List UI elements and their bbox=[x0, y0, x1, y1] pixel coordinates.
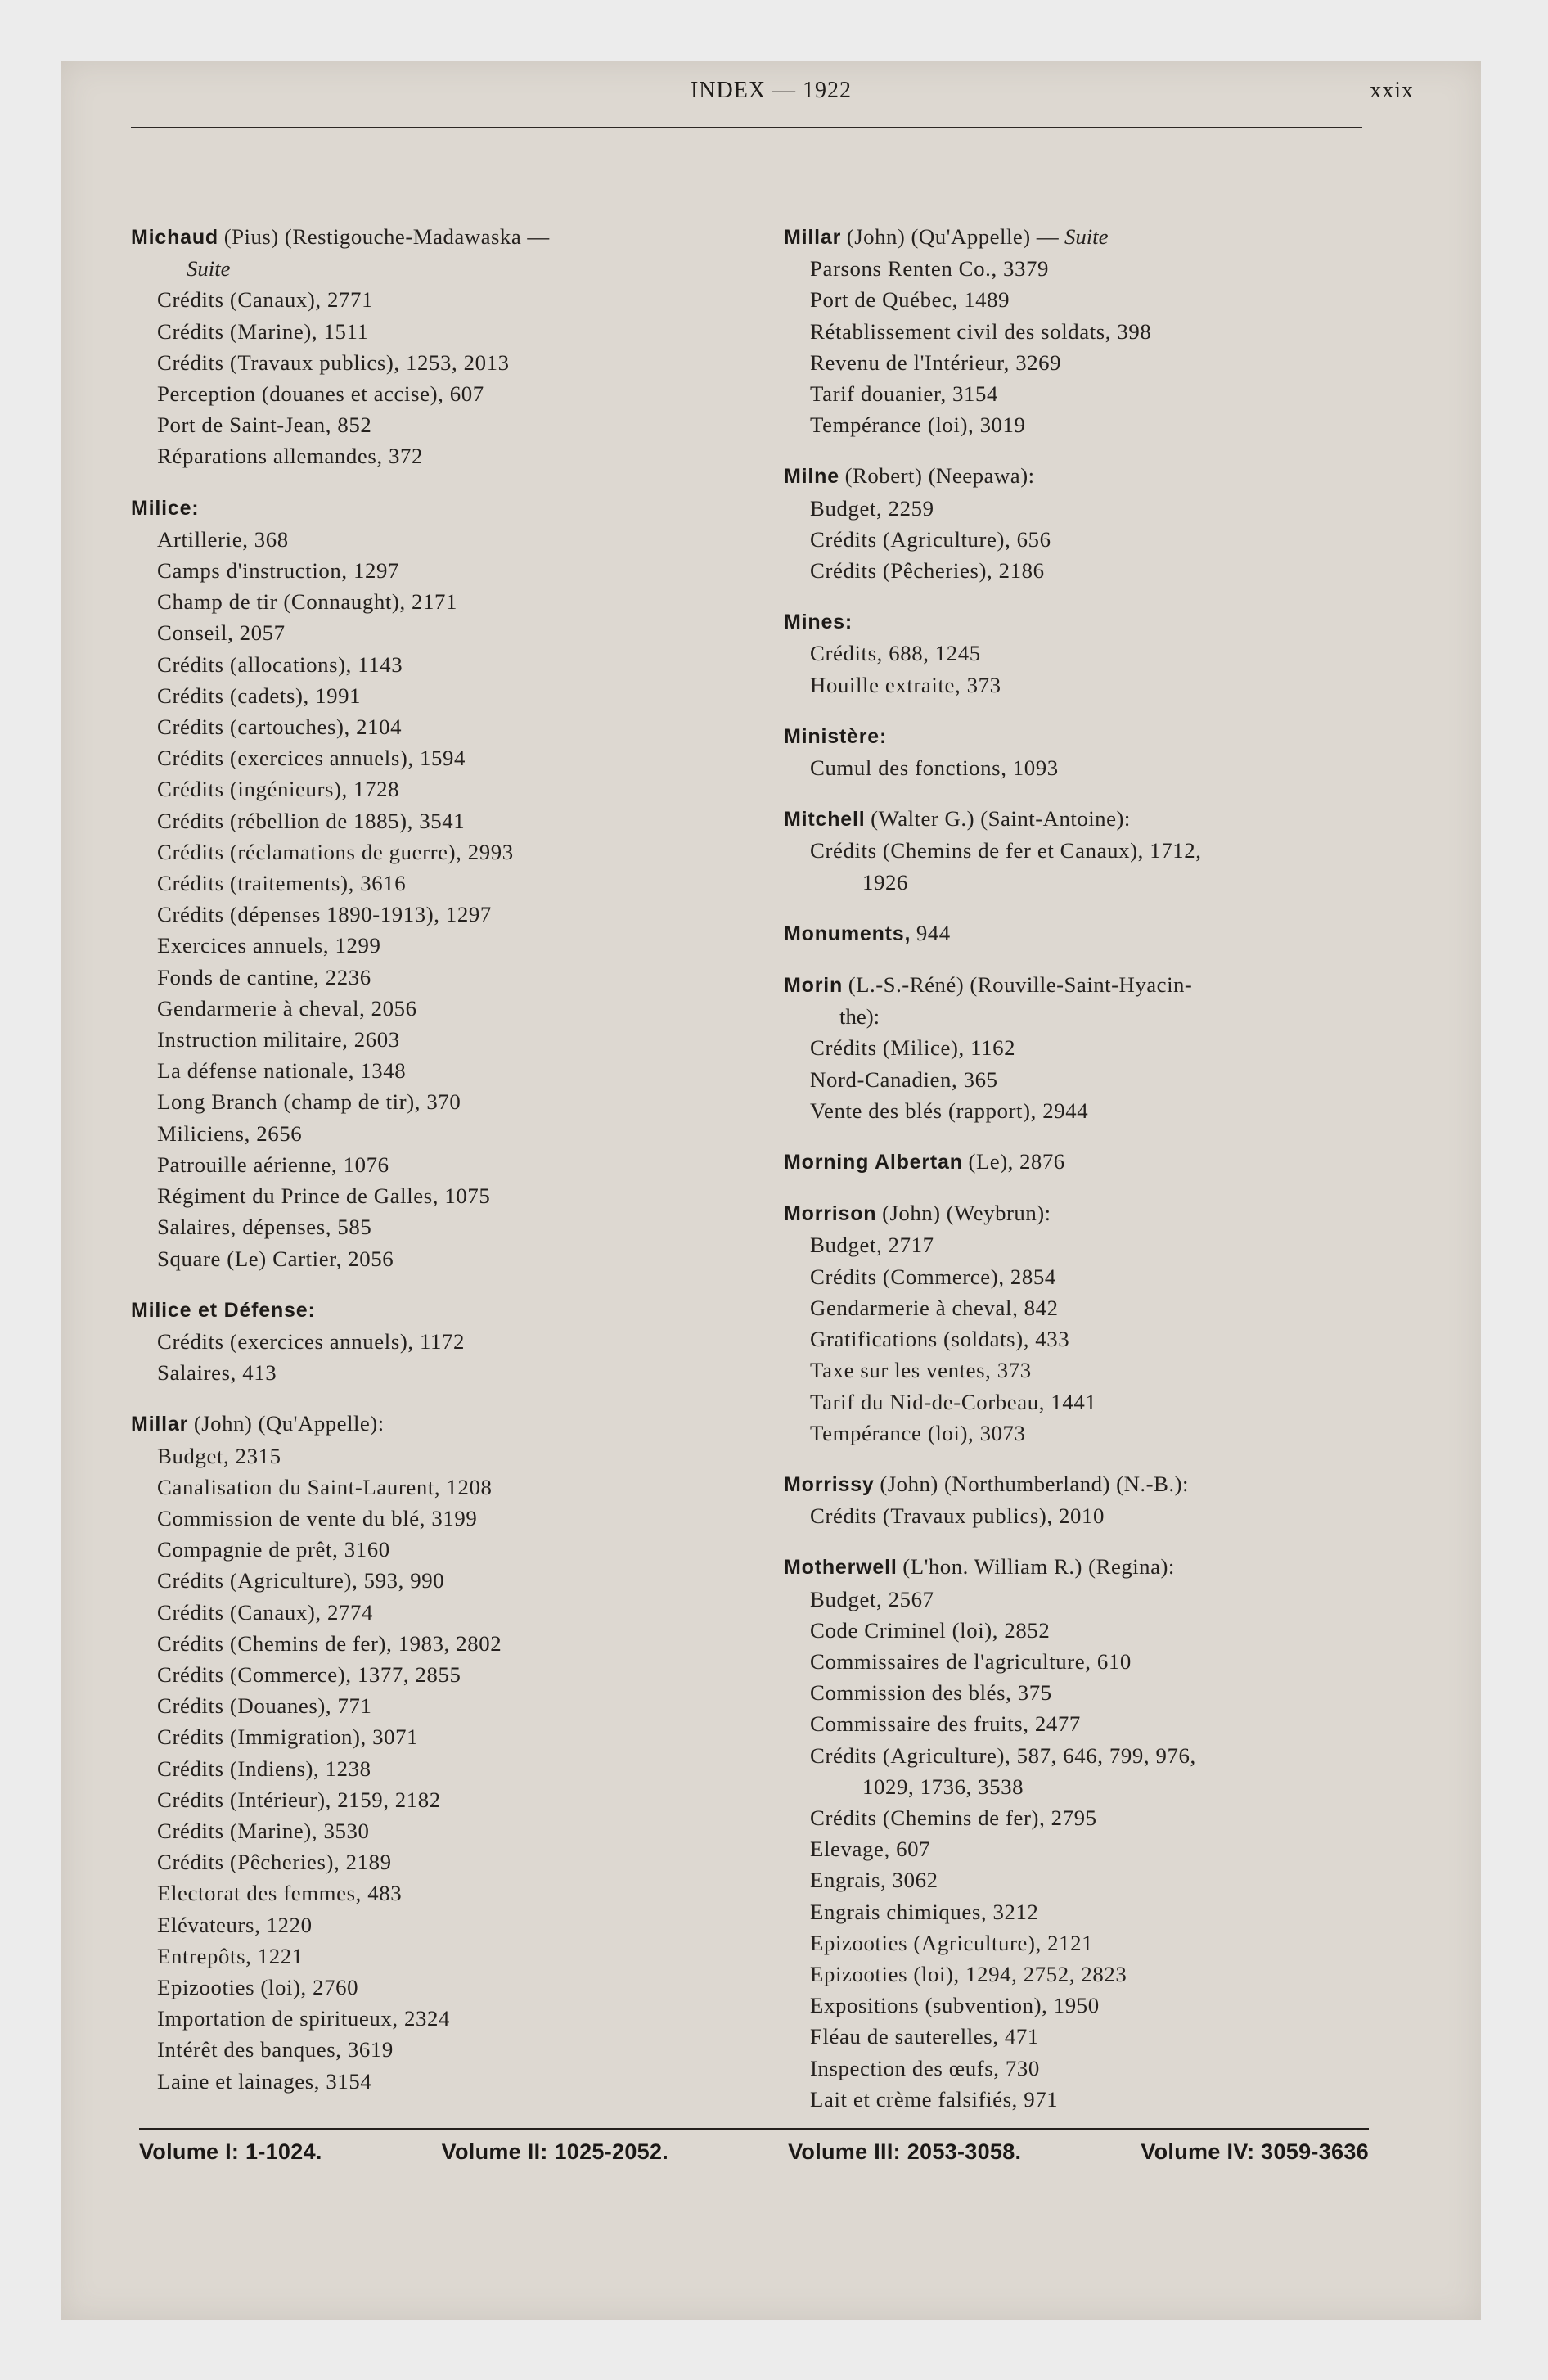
sub-entry: Fléau de sauterelles, 471 bbox=[810, 2024, 1039, 2049]
sub-entry: Salaires, 413 bbox=[157, 1360, 277, 1386]
entry-qualifier: (Le), 2876 bbox=[968, 1149, 1065, 1174]
suite-label: Suite bbox=[1064, 224, 1109, 249]
entry-heading bbox=[784, 1551, 1406, 1583]
sub-entry: Crédits (Agriculture), 587, 646, 799, 976, bbox=[810, 1742, 1196, 1768]
index-entry bbox=[784, 221, 1406, 440]
volume-1-range: Volume I: 1-1024. bbox=[139, 2139, 322, 2164]
index-entry bbox=[784, 917, 1406, 949]
sub-entry: Expositions (subvention), 1950 bbox=[810, 1993, 1100, 2018]
entry-name: Milice: bbox=[131, 496, 200, 520]
sub-entry: Crédits (Chemins de fer), 2795 bbox=[810, 1805, 1097, 1830]
sub-entry: Crédits (Agriculture), 656 bbox=[810, 526, 1051, 552]
index-column-right bbox=[784, 221, 1406, 2115]
volume-2-range: Volume II: 1025-2052. bbox=[441, 2139, 669, 2164]
sub-entry: Engrais, 3062 bbox=[810, 1868, 938, 1893]
sub-entry: Long Branch (champ de tir), 370 bbox=[157, 1089, 461, 1115]
sub-entry: Compagnie de prêt, 3160 bbox=[157, 1537, 390, 1562]
footer-rule bbox=[139, 2128, 1369, 2130]
entry-qualifier: (John) (Qu'Appelle) — bbox=[846, 224, 1060, 249]
sub-entry: Code Criminel (loi), 2852 bbox=[810, 1617, 1051, 1643]
sub-entry: Crédits (Chemins de fer), 1983, 2802 bbox=[157, 1630, 502, 1656]
entry-heading bbox=[784, 803, 1406, 835]
entry-heading bbox=[131, 1408, 769, 1440]
sub-entry: Artillerie, 368 bbox=[157, 526, 289, 552]
index-entry bbox=[131, 1294, 769, 1389]
sub-entry: Instruction militaire, 2603 bbox=[157, 1027, 400, 1053]
sub-entry: Lait et crème falsifiés, 971 bbox=[810, 2086, 1059, 2112]
sub-entry: Gendarmerie à cheval, 2056 bbox=[157, 995, 417, 1021]
entry-heading bbox=[784, 720, 1406, 752]
index-entry bbox=[784, 720, 1406, 783]
index-entry bbox=[784, 969, 1406, 1126]
sub-entry: Electorat des femmes, 483 bbox=[157, 1881, 403, 1906]
sub-entry: Epizooties (loi), 1294, 2752, 2823 bbox=[810, 1961, 1127, 1986]
sub-entry: Crédits (Marine), 1511 bbox=[157, 318, 369, 344]
entry-heading bbox=[784, 460, 1406, 492]
sub-entry: Epizooties (Agriculture), 2121 bbox=[810, 1930, 1094, 1955]
sub-entry: Importation de spiritueux, 2324 bbox=[157, 2006, 450, 2031]
entry-qualifier: (L'hon. William R.) (Regina): bbox=[902, 1554, 1175, 1580]
entry-name: Monuments, bbox=[784, 922, 911, 945]
sub-entry: Miliciens, 2656 bbox=[157, 1120, 303, 1146]
sub-entry: Gendarmerie à cheval, 842 bbox=[810, 1295, 1059, 1320]
volume-3-range: Volume III: 2053-3058. bbox=[788, 2139, 1022, 2164]
sub-entry: Crédits (Marine), 3530 bbox=[157, 1818, 370, 1843]
sub-entry: Laine et lainages, 3154 bbox=[157, 2068, 372, 2094]
page-number: xxix bbox=[1370, 78, 1414, 103]
sub-entry: Revenu de l'Intérieur, 3269 bbox=[810, 349, 1062, 375]
index-entry bbox=[784, 1197, 1406, 1449]
sub-entry: Crédits (traitements), 3616 bbox=[157, 871, 407, 896]
sub-entry: Crédits (Canaux), 2771 bbox=[157, 287, 374, 313]
entry-qualifier: (John) (Qu'Appelle): bbox=[193, 1411, 385, 1436]
sub-entry: Crédits (Commerce), 2854 bbox=[810, 1264, 1056, 1289]
entry-heading bbox=[131, 1294, 769, 1326]
sub-entry: Crédits (Canaux), 2774 bbox=[157, 1599, 374, 1625]
sub-entry: Epizooties (loi), 2760 bbox=[157, 1974, 359, 1999]
index-entry bbox=[131, 1408, 769, 2096]
sub-entry: Patrouille aérienne, 1076 bbox=[157, 1152, 389, 1177]
sub-entry: Budget, 2567 bbox=[810, 1586, 934, 1611]
entry-qualifier: (Robert) (Neepawa): bbox=[844, 463, 1035, 489]
sub-entry: Crédits (cadets), 1991 bbox=[157, 683, 362, 708]
entry-heading bbox=[131, 492, 769, 524]
sub-entry: Taxe sur les ventes, 373 bbox=[810, 1358, 1032, 1383]
index-entry bbox=[784, 1146, 1406, 1178]
sub-entry: Parsons Renten Co., 3379 bbox=[810, 256, 1050, 282]
entry-heading bbox=[784, 1197, 1406, 1229]
sub-entry: Crédits (exercices annuels), 1594 bbox=[157, 746, 466, 771]
sub-entry: Commission de vente du blé, 3199 bbox=[157, 1505, 478, 1530]
sub-entry-continuation: 1029, 1736, 3538 bbox=[862, 1774, 1024, 1799]
sub-entry: Budget, 2315 bbox=[157, 1443, 281, 1468]
entry-name: Milne bbox=[784, 465, 839, 489]
entry-name: Millar bbox=[131, 1413, 189, 1436]
sub-entry: Crédits (Douanes), 771 bbox=[157, 1693, 372, 1719]
entry-heading bbox=[784, 1146, 1406, 1178]
sub-entry: Crédits (Agriculture), 593, 990 bbox=[157, 1568, 445, 1593]
sub-entry: Crédits (Pêcheries), 2186 bbox=[810, 558, 1045, 584]
sub-entry: Budget, 2717 bbox=[810, 1233, 934, 1258]
sub-entry: Intérêt des banques, 3619 bbox=[157, 2037, 394, 2062]
sub-entry: Tempérance (loi), 3019 bbox=[810, 412, 1026, 438]
entry-name: Morrissy bbox=[784, 1472, 875, 1496]
sub-entry: Perception (douanes et accise), 607 bbox=[157, 381, 484, 407]
sub-entry: Houille extraite, 373 bbox=[810, 672, 1001, 697]
entry-heading bbox=[784, 606, 1406, 638]
sub-entry: Elévateurs, 1220 bbox=[157, 1912, 313, 1937]
sub-entry: Rétablissement civil des soldats, 398 bbox=[810, 318, 1152, 344]
suite-label: Suite bbox=[187, 256, 231, 282]
sub-entry: Crédits (Intérieur), 2159, 2182 bbox=[157, 1787, 441, 1812]
sub-entry: Crédits (Travaux publics), 2010 bbox=[810, 1503, 1105, 1529]
sub-entry: Crédits (allocations), 1143 bbox=[157, 651, 403, 677]
sub-entry: Port de Québec, 1489 bbox=[810, 287, 1010, 313]
entry-qualifier: (John) (Weybrun): bbox=[882, 1201, 1051, 1226]
sub-entry: Crédits (exercices annuels), 1172 bbox=[157, 1328, 465, 1354]
index-entry bbox=[784, 1468, 1406, 1531]
volume-footer bbox=[139, 2139, 1369, 2165]
sub-entry: Entrepôts, 1221 bbox=[157, 1943, 304, 1968]
sub-entry: Régiment du Prince de Galles, 1075 bbox=[157, 1183, 491, 1209]
heading-continuation: the): bbox=[839, 1004, 880, 1030]
sub-entry: Elevage, 607 bbox=[810, 1837, 931, 1862]
sub-entry: Exercices annuels, 1299 bbox=[157, 933, 381, 958]
sub-entry: Camps d'instruction, 1297 bbox=[157, 558, 399, 584]
sub-entry: Crédits (Milice), 1162 bbox=[810, 1035, 1016, 1061]
sub-entry: Réparations allemandes, 372 bbox=[157, 444, 424, 469]
entry-qualifier: 944 bbox=[916, 920, 951, 945]
sub-entry: Champ de tir (Connaught), 2171 bbox=[157, 589, 458, 615]
entry-name: Mines: bbox=[784, 611, 853, 634]
sub-entry-continuation: 1926 bbox=[862, 869, 908, 895]
sub-entry: Gratifications (soldats), 433 bbox=[810, 1327, 1070, 1352]
entry-name: Morrison bbox=[784, 1202, 877, 1226]
index-entry bbox=[784, 803, 1406, 898]
sub-entry: Crédits (Commerce), 1377, 2855 bbox=[157, 1661, 461, 1687]
sub-entry: Crédits (ingénieurs), 1728 bbox=[157, 777, 400, 802]
sub-entry: Salaires, dépenses, 585 bbox=[157, 1215, 372, 1240]
sub-entry: Crédits (Immigration), 3071 bbox=[157, 1724, 419, 1750]
sub-entry: Commissaires de l'agriculture, 610 bbox=[810, 1648, 1132, 1674]
index-column-left bbox=[131, 221, 769, 2097]
entry-qualifier: (L.-S.-Réné) (Rouville-Saint-Hyacin- bbox=[848, 972, 1193, 998]
sub-entry: Crédits (Chemins de fer et Canaux), 1712, bbox=[810, 838, 1202, 863]
sub-entry: Crédits (dépenses 1890-1913), 1297 bbox=[157, 902, 492, 927]
index-entry bbox=[784, 1551, 1406, 2115]
sub-entry: Cumul des fonctions, 1093 bbox=[810, 755, 1059, 781]
sub-entry: Conseil, 2057 bbox=[157, 620, 286, 646]
index-entry bbox=[131, 492, 769, 1274]
sub-entry: Nord-Canadien, 365 bbox=[810, 1066, 998, 1092]
sub-entry: Budget, 2259 bbox=[810, 495, 934, 521]
running-header bbox=[61, 78, 1481, 110]
index-entry bbox=[784, 606, 1406, 701]
sub-entry: Vente des blés (rapport), 2944 bbox=[810, 1098, 1089, 1123]
sub-entry: Canalisation du Saint-Laurent, 1208 bbox=[157, 1474, 493, 1499]
sub-entry: Tempérance (loi), 3073 bbox=[810, 1420, 1026, 1445]
sub-entry: Inspection des œufs, 730 bbox=[810, 2055, 1040, 2080]
header-rule bbox=[131, 127, 1362, 128]
entry-name: Mitchell bbox=[784, 808, 866, 832]
entry-name: Morning Albertan bbox=[784, 1151, 963, 1174]
sub-entry: La défense nationale, 1348 bbox=[157, 1058, 407, 1084]
entry-heading bbox=[784, 221, 1406, 253]
sub-entry: Commission des blés, 375 bbox=[810, 1680, 1052, 1706]
entry-name: Ministère: bbox=[784, 724, 888, 748]
sub-entry: Engrais chimiques, 3212 bbox=[810, 1899, 1039, 1924]
entry-name: Motherwell bbox=[784, 1556, 898, 1580]
entry-name: Michaud bbox=[131, 226, 218, 249]
entry-qualifier: (John) (Northumberland) (N.-B.): bbox=[880, 1471, 1189, 1496]
entry-name: Morin bbox=[784, 974, 844, 998]
sub-entry: Tarif douanier, 3154 bbox=[810, 381, 999, 407]
entry-heading bbox=[131, 221, 769, 253]
index-entry bbox=[131, 221, 769, 472]
page-title: INDEX — 1922 bbox=[690, 78, 853, 103]
sub-entry: Crédits (rébellion de 1885), 3541 bbox=[157, 808, 466, 833]
entry-qualifier: (Pius) (Restigouche-Madawaska — bbox=[223, 224, 550, 249]
volume-4-range: Volume IV: 3059-3636 bbox=[1141, 2139, 1369, 2164]
sub-entry: Crédits (cartouches), 2104 bbox=[157, 714, 403, 740]
entry-name: Milice et Défense: bbox=[131, 1298, 316, 1322]
sub-entry: Fonds de cantine, 2236 bbox=[157, 964, 371, 989]
entry-heading bbox=[784, 969, 1406, 1001]
index-entry bbox=[784, 460, 1406, 586]
entry-heading bbox=[784, 1468, 1406, 1500]
sub-entry: Commissaire des fruits, 2477 bbox=[810, 1711, 1081, 1737]
entry-qualifier: (Walter G.) (Saint-Antoine): bbox=[871, 806, 1131, 832]
sub-entry: Port de Saint-Jean, 852 bbox=[157, 412, 372, 438]
entry-name: Millar bbox=[784, 226, 842, 249]
sub-entry: Tarif du Nid-de-Corbeau, 1441 bbox=[810, 1389, 1097, 1414]
entry-heading bbox=[784, 917, 1406, 949]
sub-entry: Crédits (Indiens), 1238 bbox=[157, 1756, 371, 1781]
sub-entry: Crédits, 688, 1245 bbox=[810, 641, 981, 666]
sub-entry: Square (Le) Cartier, 2056 bbox=[157, 1246, 394, 1271]
sub-entry: Crédits (réclamations de guerre), 2993 bbox=[157, 839, 514, 864]
sub-entry: Crédits (Travaux publics), 1253, 2013 bbox=[157, 349, 510, 375]
sub-entry: Crédits (Pêcheries), 2189 bbox=[157, 1850, 392, 1875]
